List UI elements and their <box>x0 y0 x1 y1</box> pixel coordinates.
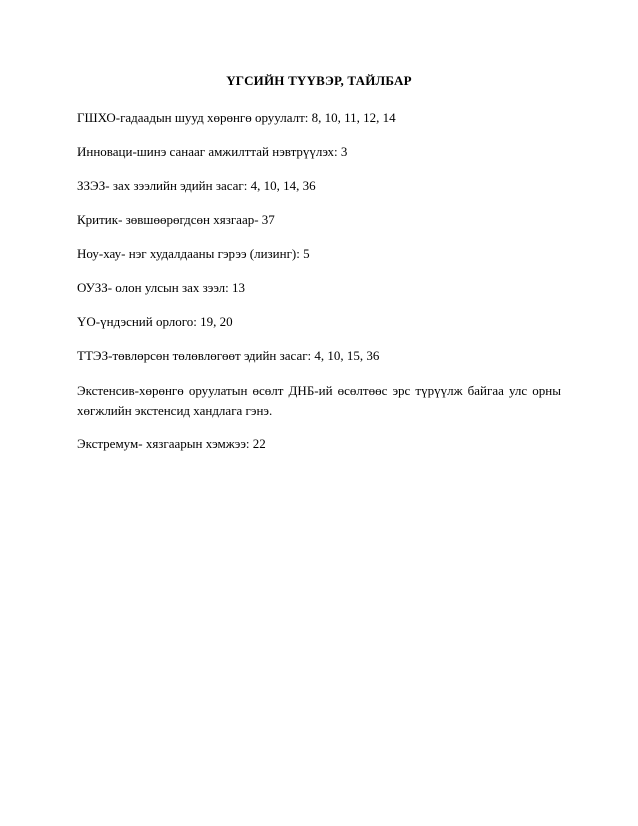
glossary-entry: ГШХО-гадаадын шууд хөрөнгө оруулалт: 8, 10, 11, 12, 14 <box>77 110 396 125</box>
document-title: ҮГСИЙН ТҮҮВЭР, ТАЙЛБАР <box>226 73 412 88</box>
glossary-entry: ЗЗЭЗ- зах зээлийн эдийн засаг: 4, 10, 14, 36 <box>77 178 316 193</box>
glossary-entry: Инноваци-шинэ санааг амжилттай нэвтрүүлэх: 3 <box>77 144 348 159</box>
glossary-entry: Ноу-хау- нэг худалдааны гэрээ (лизинг): 5 <box>77 246 310 261</box>
glossary-entry: ТТЭЗ-төвлөрсөн төлөвлөгөөт эдийн засаг: 4, 10, 15, 36 <box>77 348 380 363</box>
glossary-list <box>77 109 561 469</box>
glossary-entry: ҮО-үндэсний орлого: 19, 20 <box>77 314 233 329</box>
glossary-entry: Экстенсив-хөрөнгө оруулатын өсөлт ДНБ-ий өсөлтөөс эрс түрүүлж байгаа улс орны хөгжлийн экстенсид хандлага гэнэ. <box>77 383 561 418</box>
glossary-entry: ОУЗЗ- олон улсын зах зээл: 13 <box>77 280 246 295</box>
glossary-entry: Критик- зөвшөөрөгдсөн хязгаар- 37 <box>77 212 275 227</box>
glossary-entry: Экстремум- хязгаарын хэмжээ: 22 <box>77 436 266 451</box>
